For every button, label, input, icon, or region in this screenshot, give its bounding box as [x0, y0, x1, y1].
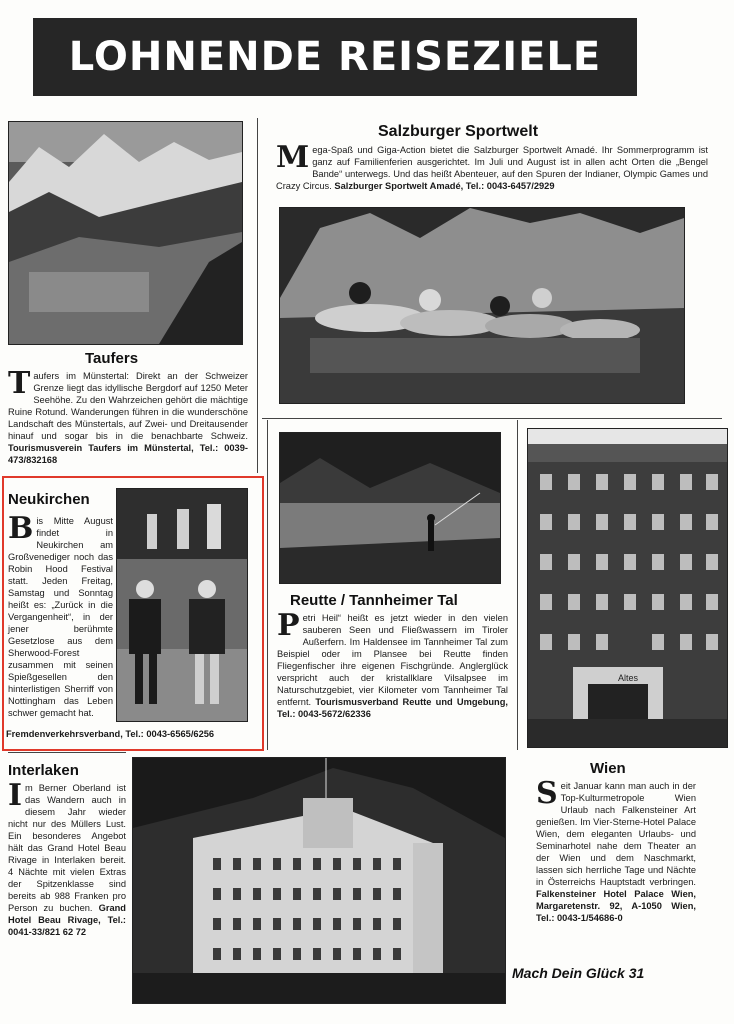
salzburg-contact: Salzburger Sportwelt Amadé, Tel.: 0043-6457/2929 — [334, 181, 555, 191]
interlaken-photo — [132, 757, 506, 1004]
reutte-photo — [279, 432, 501, 584]
column-divider — [267, 420, 268, 750]
hotel-sign: Altes — [618, 673, 639, 683]
section-banner — [33, 18, 637, 96]
wien-dropcap: S — [536, 776, 558, 811]
reutte-title: Reutte / Tannheimer Tal — [290, 592, 458, 609]
neukirchen-text — [8, 511, 113, 719]
interlaken-contact: Grand Hotel Beau Rivage, Tel.: 0041-33/821 62 72 — [8, 903, 126, 937]
reutte-contact: Tourismusverband Reutte und Umgebung, Tel.: 0043-5672/62336 — [277, 697, 508, 719]
section-title: LOHNENDE REISEZIELE — [68, 34, 602, 80]
salzburg-body: ega-Spaß und Giga-Action bietet die Salzburger Sportwelt Amadé. Ihr Sommerprogramm ist ganz auf Familienferien ausgerichtet. Im Juli und August ist in allen acht Orten die „Bengel Bande“ unterwegs. Und das heißt Abenteuer, auf den Spuren der Indianer, Olympic Games und Crazy Circus. — [276, 145, 708, 191]
neukirchen-contact: Fremdenverkehrsverband, Tel.: 0043-6565/6256 — [6, 729, 215, 739]
interlaken-text — [8, 778, 126, 938]
interlaken-body: m Berner Oberland ist das Wandern auch in diesem Jahr wieder nicht nur des Müllers Lust. Ein besonderes Angebot hält das Grand Hotel Beau Rivage in Interlaken bereit. 4 Nächte mit vielen Extras der Spitzenklasse sind bereits ab 988 Franken pro Person zu buchen. — [8, 783, 126, 913]
row-divider — [262, 418, 722, 419]
column-divider — [517, 420, 518, 750]
taufers-title: Taufers — [85, 350, 139, 367]
neukirchen-body: is Mitte August findet in Neukirchen am Großvenediger noch das Robin Hood Festival statt. Jeden Freitag, Samstag und Sonntag heißt es: „Zurück in die Vergangenheit“, in der jener berühmte Gesetzlose aus dem Sherwood-Forest zusammen mit seinen Spießgesellen den hinterlistigen Sherriff von Nottingham das Leben schwer gemacht hat. — [8, 516, 113, 718]
wien-photo — [527, 428, 728, 748]
page-footer: Mach Dein Glück 31 — [512, 965, 645, 981]
salzburg-photo — [279, 207, 685, 404]
interlaken-title: Interlaken — [8, 762, 79, 779]
taufers-contact: Tourismusverein Taufers im Münstertal, Tel.: 0039-473/832168 — [8, 443, 248, 465]
reutte-text — [277, 608, 508, 720]
salzburg-dropcap: M — [276, 140, 310, 175]
neukirchen-dropcap: B — [8, 511, 34, 546]
salzburg-text — [276, 140, 708, 192]
taufers-dropcap: T — [8, 366, 31, 401]
reutte-body: etri Heil“ heißt es jetzt wieder in den vielen sauberen Seen und Fließwassern im Tiroler Außerfern. Im Haldensee im Tannheimer Tal zum Beispiel oder im Plansee bei Reutte finden Fliegenfischer ihre eigenen Fischgründe. Anglerglück verspricht auch der kristallklare Vilsalpsee im Naturschutzgebiet, vier Kilometer vom Tannheimer Tal entfernt. — [277, 613, 508, 707]
wien-text — [536, 776, 696, 924]
reutte-dropcap: P — [277, 608, 300, 643]
column-divider — [257, 118, 258, 473]
taufers-photo — [8, 121, 243, 345]
wien-body: eit Januar kann man auch in der Top-Kulturmetropole Wien Urlaub nach Falkensteiner Art genießen. Im Vier-Sterne-Hotel Palace Wien, dem eleganten Urlaubs- und Seminarhotel nahe dem Theater an der Wien und dem Naschmarkt, lassen sich herrliche Tage und Nächte in Österreichs Hauptstadt verbringen. — [536, 781, 696, 887]
neukirchen-title: Neukirchen — [8, 491, 90, 508]
row-divider — [8, 752, 126, 753]
neukirchen-photo — [116, 488, 248, 722]
salzburg-title: Salzburger Sportwelt — [378, 123, 539, 140]
wien-title: Wien — [590, 760, 626, 777]
taufers-text — [8, 366, 248, 466]
wien-contact: Falkensteiner Hotel Palace Wien, Margaretenstr. 92, A-1050 Wien, Tel.: 0043-1/54686-0 — [536, 889, 696, 923]
taufers-body: aufers im Münstertal: Direkt an der Schweizer Grenze liegt das idyllische Bergdorf auf 1250 Meter Seehöhe. Zu den Wahrzeichen gehört die mächtige Ruine Rotund. Wanderungen führen in die wunderschöne Landschaft des Münstertals, auf Zwei- und Dreitausender hinauf und sogar bis in die benachbarte Schweiz. — [8, 371, 248, 441]
interlaken-dropcap: I — [8, 778, 23, 813]
